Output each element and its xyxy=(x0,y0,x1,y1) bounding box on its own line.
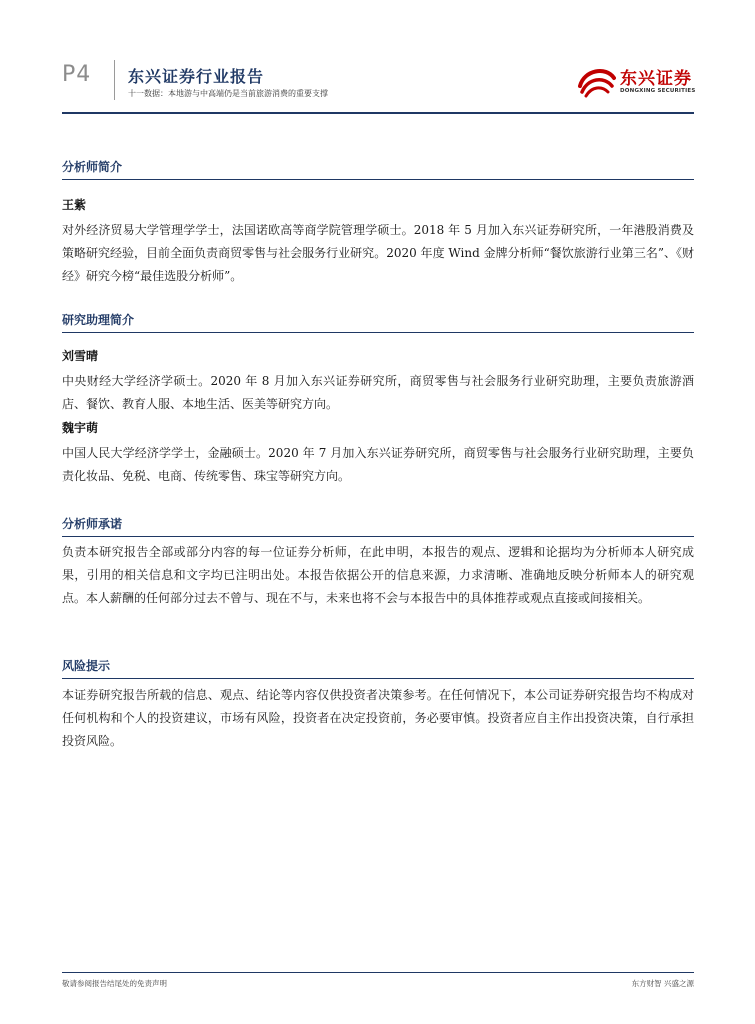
footer-slogan: 东方财智 兴盛之源 xyxy=(631,979,694,988)
assistant-name: 刘雪晴 xyxy=(62,349,99,363)
section-title-commitment: 分析师承诺 xyxy=(62,515,694,537)
header-divider xyxy=(114,60,115,100)
analyst-name: 王紫 xyxy=(62,198,87,212)
page-header xyxy=(62,58,694,106)
assistant-bio: 中央财经大学经济学硕士。2020 年 8 月加入东兴证券研究所，商贸零售与社会服务行业研究助理，主要负责旅游酒店、餐饮、教育人服、本地生活、医美等研究方向。 xyxy=(62,374,694,411)
footer-rule xyxy=(62,972,694,973)
section-title-risk: 风险提示 xyxy=(62,657,694,679)
logo-name-en: DONGXING SECURITIES xyxy=(620,88,696,94)
logo-name-cn: 东兴证券 xyxy=(620,69,692,89)
risk-text: 本证券研究报告所载的信息、观点、结论等内容仅供投资者决策参考。在任何情况下，本公司证券研究报告均不构成对任何机构和个人的投资建议，市场有风险，投资者在决定投资前，务必要审慎。投资者应自主作出投资决策，自行承担投资风险。 xyxy=(62,688,694,748)
section-title-assistants: 研究助理简介 xyxy=(62,311,694,333)
page-number: P4 xyxy=(62,62,92,87)
report-subtitle: 十一数据：本地游与中高端仍是当前旅游消费的重要支撑 xyxy=(128,89,328,98)
analyst-bio: 对外经济贸易大学管理学学士，法国诺欧高等商学院管理学硕士。2018 年 5 月加入东兴证券研究所，一年港股消费及策略研究经验，目前全面负责商贸零售与社会服务行业研究。2020 年度 Wind 金牌分析师“餐饮旅游行业第三名”、《财经》研究今榜“最佳选股分析师”。 xyxy=(62,223,694,283)
header-rule xyxy=(62,112,694,114)
report-type: 东兴证券行业报告 xyxy=(128,67,265,86)
assistant-name: 魏宇萌 xyxy=(62,421,99,435)
assistant-bio: 中国人民大学经济学学士，金融硕士。2020 年 7 月加入东兴证券研究所，商贸零售与社会服务行业研究助理，主要负责化妆品、免税、电商、传统零售、珠宝等研究方向。 xyxy=(62,446,694,483)
company-logo xyxy=(576,62,694,102)
commitment-text: 负责本研究报告全部或部分内容的每一位证券分析师，在此申明，本报告的观点、逻辑和论据均为分析师本人研究成果，引用的相关信息和文字均已注明出处。本报告依据公开的信息来源，力求清晰、准确地反映分析师本人的研究观点。本人薪酬的任何部分过去不曾与、现在不与，未来也将不会与本报告中的具体推荐或观点直接或间接相关。 xyxy=(62,545,694,605)
section-title-analyst: 分析师简介 xyxy=(62,158,694,180)
footer-disclaimer-note: 敬请参阅报告结尾处的免责声明 xyxy=(62,979,167,988)
logo-emblem-icon xyxy=(576,64,616,98)
